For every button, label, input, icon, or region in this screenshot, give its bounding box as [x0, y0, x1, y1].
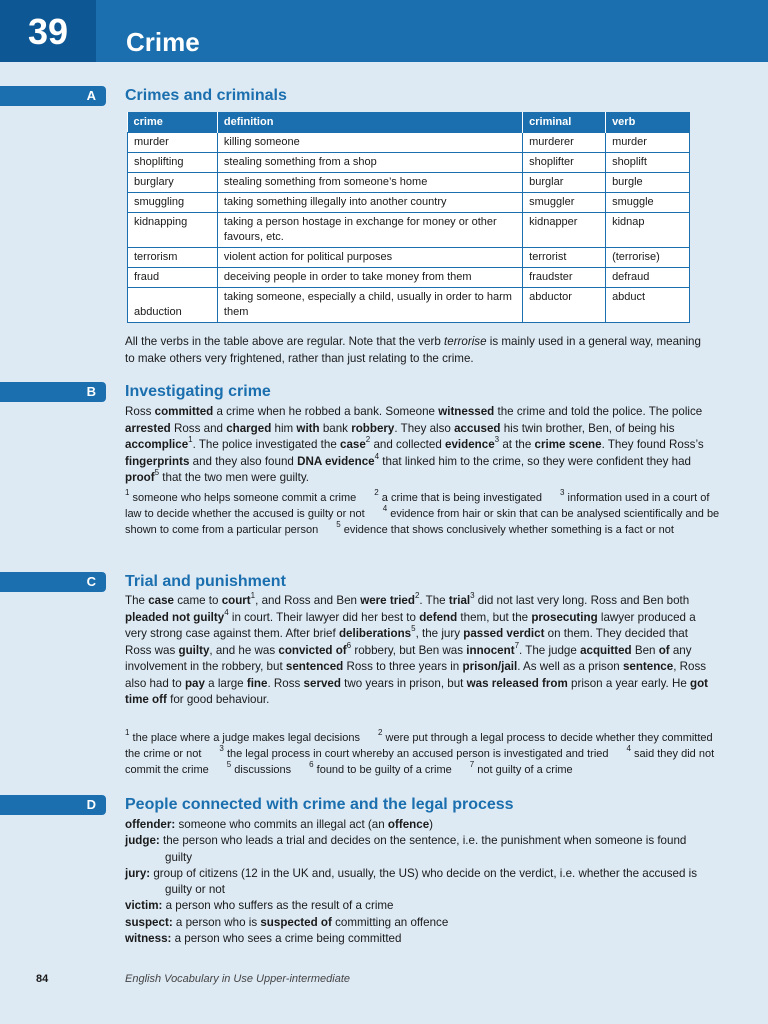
footnote: $^7$ not guilty of a crime [469, 760, 573, 776]
cell-definition: taking something illegally into another country [217, 193, 522, 213]
cell-criminal: fraudster [523, 268, 606, 288]
list-item: jury: group of citizens (12 in the UK and, usually, the US) who decide on the verdict, i.e. whether the accused is guilty or not [125, 866, 698, 897]
header-verb: verb [606, 112, 690, 133]
footnote: $^1$ the place where a judge makes legal decisions [125, 728, 360, 744]
unit-number-box [0, 0, 96, 62]
footnote: $^5$ evidence that shows conclusively whether something is a fact or not [336, 520, 674, 536]
footnote: $^4$ evidence from hair or skin that can be analysed scientifically and be shown to come from a particular person [125, 504, 720, 536]
cell-criminal: abductor [523, 288, 606, 323]
footnote: $^1$ someone who helps someone commit a crime [125, 488, 357, 504]
header-definition: definition [217, 112, 522, 133]
footnote: $^2$ a crime that is being investigated [374, 488, 542, 504]
cell-definition: killing someone [217, 133, 522, 153]
cell-crime: shoplifting [128, 153, 218, 173]
section-c-title: Trial and punishment [125, 573, 286, 590]
table-row [128, 248, 690, 268]
cell-definition: taking a person hostage in exchange for money or other favours, etc. [217, 213, 522, 248]
cell-crime: burglary [128, 173, 218, 193]
cell-verb: burgle [606, 173, 690, 193]
cell-definition: deceiving people in order to take money from them [217, 268, 522, 288]
cell-crime: abduction [128, 288, 218, 323]
list-item: judge: the person who leads a trial and decides on the sentence, i.e. the punishment when someone is found guilty [125, 834, 687, 864]
cell-criminal: burglar [523, 173, 606, 193]
unit-number: 39 [27, 11, 69, 52]
header-crime: crime [128, 112, 218, 133]
cell-crime: kidnapping [128, 213, 218, 248]
cell-definition: violent action for political purposes [217, 248, 522, 268]
cell-crime: terrorism [128, 248, 218, 268]
section-c-tab: C [0, 572, 106, 592]
list-item: witness: a person who sees a crime being committed [125, 932, 402, 946]
unit-header [0, 0, 768, 62]
footnote: $^6$ found to be guilty of a crime [309, 760, 452, 776]
cell-criminal: terrorist [523, 248, 606, 268]
cell-definition: stealing something from someone’s home [217, 173, 522, 193]
cell-crime: murder [128, 133, 218, 153]
list-item: offender: someone who commits an illegal act (an offence) [125, 818, 434, 831]
page-number: 84 [36, 973, 49, 985]
cell-verb: shoplift [606, 153, 690, 173]
cell-verb: murder [606, 133, 690, 153]
table-row [128, 153, 690, 173]
section-b-footnotes [125, 490, 725, 538]
cell-verb: abduct [606, 288, 690, 323]
cell-criminal: shoplifter [523, 153, 606, 173]
crime-table [127, 112, 690, 323]
section-a-title: Crimes and criminals [125, 87, 287, 104]
footnote: $^2$ were put through a legal process to decide whether they committed the crime or not [125, 728, 713, 760]
cell-criminal: murderer [523, 133, 606, 153]
table-row [128, 173, 690, 193]
footnote: $^3$ information used in a court of law to decide whether the accused is guilty or not [125, 488, 710, 520]
table-row [128, 288, 690, 323]
section-a-tab: A [0, 86, 106, 106]
section-d-tab: D [0, 795, 106, 815]
unit-title: Crime [126, 27, 200, 57]
cell-verb: defraud [606, 268, 690, 288]
table-row [128, 193, 690, 213]
book-title: English Vocabulary in Use Upper-intermediate [125, 973, 351, 985]
table-row [128, 133, 690, 153]
section-a-note: All the verbs in the table above are regular. Note that the verb terrorise is mainly used in a general way, meaning to make others very frightened, rather than just relating to the crime. [125, 335, 701, 365]
header-criminal: criminal [523, 112, 606, 133]
section-c-footnotes [125, 730, 725, 778]
cell-definition: taking someone, especially a child, usually in order to harm them [217, 288, 522, 323]
definitions-list [125, 817, 710, 947]
section-d-title: People connected with crime and the legal process [125, 796, 514, 813]
section-b-tab: B [0, 382, 106, 402]
table-row [128, 268, 690, 288]
table-row [128, 213, 690, 248]
cell-definition: stealing something from a shop [217, 153, 522, 173]
cell-verb: (terrorise) [606, 248, 690, 268]
footnote: $^4$ said they did not commit the crime [125, 744, 715, 776]
footnote: $^5$ discussions [226, 760, 292, 776]
cell-crime: smuggling [128, 193, 218, 213]
cell-verb: kidnap [606, 213, 690, 248]
cell-criminal: kidnapper [523, 213, 606, 248]
cell-criminal: smuggler [523, 193, 606, 213]
section-b-title: Investigating crime [125, 383, 271, 400]
list-item: victim: a person who suffers as the result of a crime [125, 899, 394, 913]
footnote: $^3$ the legal process in court whereby an accused person is investigated and tried [219, 744, 609, 760]
cell-verb: smuggle [606, 193, 690, 213]
list-item: suspect: a person who is suspected of committing an offence [125, 915, 449, 929]
cell-crime: fraud [128, 268, 218, 288]
section-c-text: The case came to court$^1$, and Ross and Ben were tried$^2$. The trial$^3$ did not last very long. Ross and Ben both pleaded not guilty$^4$ in court. Their lawyer did her best to defend them, but the prosecuting lawyer produced a very strong case against them. After brief deliberations$^5$, the jury passed verdict on them. They decided that Ross was guilty, and he was convicted $of^6$ robbery, but Ben was innocent$^7$. The judge acquitted Ben of any involvement in the robbery, but sentenced Ross to three years in prison/jail. As well as a prison sentence, Ross also had to pay a large fine. Ross served two years in prison, but was released from prison a year early. He got time off for good behaviour. [125, 591, 709, 706]
section-b-text: Ross committed a crime when he robbed a bank. Someone witnessed the crime and told the police. The police arrested Ross and charged him with bank robbery. They also accused his twin brother, Ben, of being his accomplice$^1$. The police investigated the case$^2$ and collected evidence$^3$ at the crime scene. They found Ross’s fingerprints and they also found DNA evidence$^4$ that linked him to the crime, so they were confident they had proof$^5$ that the two men were guilty. [125, 405, 704, 484]
